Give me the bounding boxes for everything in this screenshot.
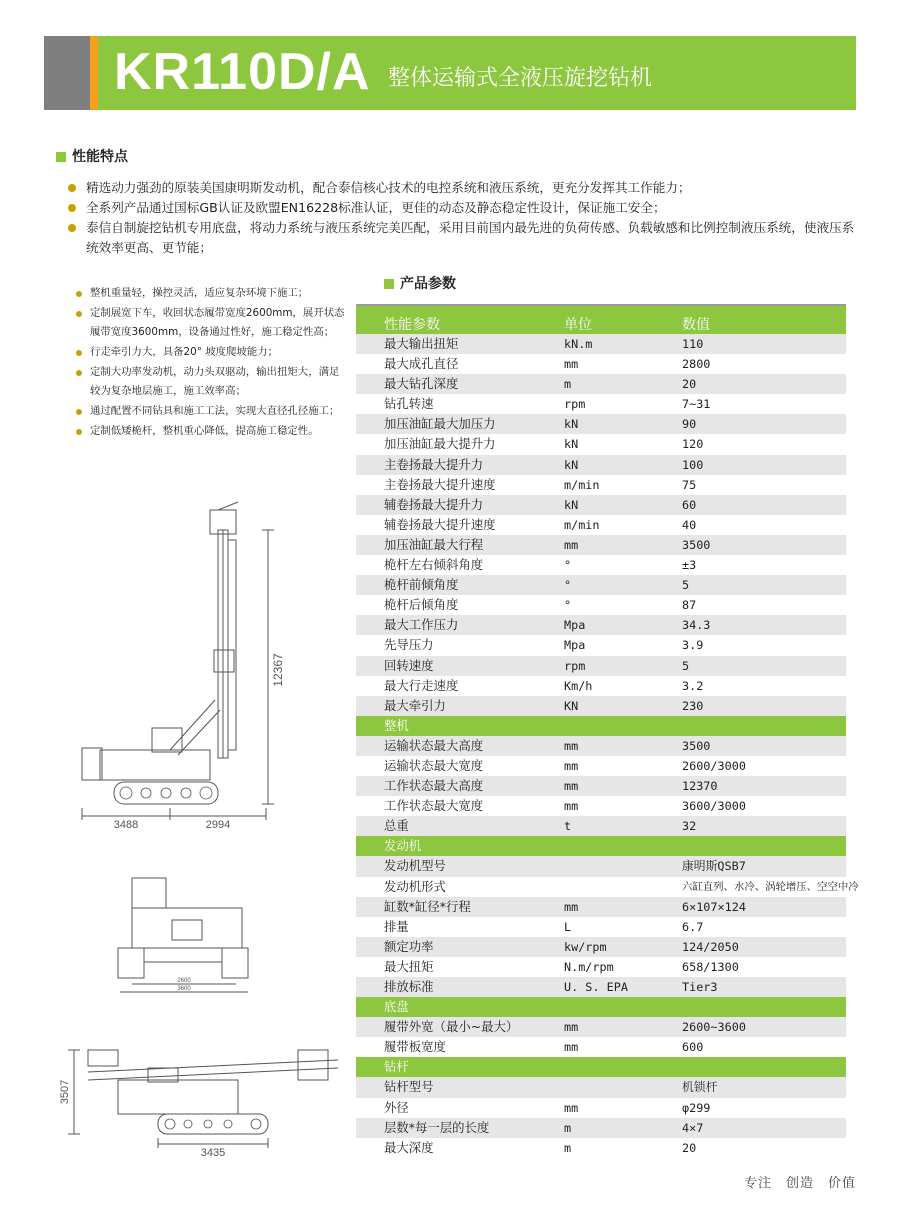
section-header bbox=[356, 836, 846, 856]
table-row bbox=[356, 957, 846, 977]
param-name: 桅杆后倾角度 bbox=[384, 597, 459, 613]
param-unit: m bbox=[564, 1120, 572, 1135]
table-row bbox=[356, 656, 846, 676]
table-row bbox=[356, 1077, 846, 1097]
param-value: 3.2 bbox=[682, 678, 704, 693]
param-name: 钻孔转速 bbox=[384, 396, 434, 412]
transport-height-label: 3507 bbox=[59, 1079, 71, 1105]
param-unit: kN.m bbox=[564, 337, 593, 351]
title-banner bbox=[44, 36, 856, 110]
table-row bbox=[356, 1118, 846, 1138]
table-row bbox=[356, 595, 846, 615]
table-row bbox=[356, 414, 846, 434]
table-row bbox=[356, 615, 846, 635]
param-value: φ299 bbox=[682, 1100, 711, 1115]
param-unit: kN bbox=[564, 417, 579, 432]
param-name: 最大输出扭矩 bbox=[384, 336, 459, 351]
param-unit: t bbox=[564, 819, 572, 834]
param-name: 加压油缸最大提升力 bbox=[384, 436, 496, 452]
banner-gray-block bbox=[44, 36, 90, 110]
param-value: 100 bbox=[682, 457, 704, 472]
param-name: 运输状态最大宽度 bbox=[384, 757, 484, 773]
param-name: 排放标准 bbox=[384, 979, 434, 994]
table-row bbox=[356, 696, 846, 716]
table-row bbox=[356, 937, 846, 957]
param-name: 最大行走速度 bbox=[384, 677, 459, 693]
param-value: 机锁杆 bbox=[682, 1080, 718, 1095]
feature-left-item: 定制大功率发动机，动力头双驱动，输出扭矩大，满足较为复杂地层施工，施工效率高； bbox=[76, 363, 348, 401]
param-unit: U. S. EPA bbox=[564, 980, 628, 994]
param-unit: L bbox=[564, 919, 572, 934]
features-heading: 性能特点 bbox=[56, 146, 128, 166]
param-name: 排量 bbox=[384, 918, 409, 934]
param-name: 最大扭矩 bbox=[384, 958, 434, 974]
transport-view-drawing bbox=[58, 1040, 358, 1160]
param-name: 最大工作压力 bbox=[384, 617, 459, 633]
param-name: 最大深度 bbox=[384, 1139, 434, 1155]
model-subtitle: 整体运输式全液压旋挖钻机 bbox=[388, 66, 653, 91]
param-unit: KN bbox=[564, 698, 579, 713]
param-name: 工作状态最大宽度 bbox=[384, 798, 484, 814]
table-row bbox=[356, 917, 846, 937]
param-unit: mm bbox=[564, 899, 579, 914]
param-unit: m bbox=[564, 377, 572, 392]
table-row bbox=[356, 977, 846, 997]
param-name: 最大钻孔深度 bbox=[384, 376, 459, 392]
param-name: 辅卷扬最大提升力 bbox=[384, 496, 484, 512]
banner-orange-strip bbox=[90, 36, 98, 110]
table-row bbox=[356, 515, 846, 535]
feature-left-item: 定制展宽下车，收回状态履带宽度2600mm，展开状态履带宽度3600mm，设备通过性好，施工稳定性高； bbox=[76, 304, 348, 342]
table-row bbox=[356, 434, 846, 454]
section-title: 底盘 bbox=[384, 999, 409, 1015]
feature-left-item: 通过配置不同钻具和施工工法，实现大直径孔径施工； bbox=[76, 402, 348, 421]
param-value: 六缸直列、水冷、涡轮增压、空空中冷 bbox=[682, 880, 859, 893]
param-value: ±3 bbox=[682, 558, 697, 573]
bullet-dot-icon bbox=[76, 350, 82, 356]
bullet-dot-icon bbox=[76, 311, 82, 317]
param-name: 桅杆左右倾斜角度 bbox=[384, 557, 484, 573]
section-title: 发动机 bbox=[384, 838, 422, 854]
footer-slogan: 专注 创造 价值 bbox=[743, 1176, 856, 1191]
param-unit: mm bbox=[564, 779, 579, 794]
param-value: 40 bbox=[682, 517, 697, 532]
param-name: 运输状态最大高度 bbox=[384, 737, 484, 753]
param-name: 先导压力 bbox=[384, 637, 434, 653]
params-heading: 产品参数 bbox=[384, 273, 456, 293]
dim-right-label: 2994 bbox=[205, 819, 231, 830]
header-value: 数值 bbox=[682, 317, 710, 333]
table-row bbox=[356, 1037, 846, 1057]
section-header bbox=[356, 716, 846, 736]
param-unit: Mpa bbox=[564, 618, 586, 633]
param-name: 履带板宽度 bbox=[384, 1039, 446, 1055]
param-unit: N.m/rpm bbox=[564, 959, 614, 974]
param-value: 110 bbox=[682, 337, 704, 351]
bullet-dot-icon bbox=[76, 429, 82, 435]
table-row bbox=[356, 374, 846, 394]
param-value: 康明斯QSB7 bbox=[682, 859, 746, 874]
param-name: 桅杆前倾角度 bbox=[384, 577, 459, 593]
param-name: 发动机型号 bbox=[384, 858, 446, 874]
param-value: 600 bbox=[682, 1040, 704, 1055]
param-unit: mm bbox=[564, 1100, 579, 1115]
table-row bbox=[356, 1098, 846, 1118]
param-value: 90 bbox=[682, 417, 697, 432]
table-row bbox=[356, 816, 846, 836]
feature-item: 全系列产品通过国标GB认证及欧盟EN16228标准认证，更佳的动态及静态稳定性设计，保证施工安全； bbox=[68, 198, 858, 218]
param-value: 7~31 bbox=[682, 397, 711, 412]
param-name: 最大成孔直径 bbox=[384, 356, 459, 372]
table-row bbox=[356, 776, 846, 796]
section-title: 钻杆 bbox=[384, 1059, 409, 1075]
param-value: 12370 bbox=[682, 779, 718, 794]
param-unit: mm bbox=[564, 1020, 579, 1035]
section-title: 整机 bbox=[384, 717, 409, 733]
bullet-dot-icon bbox=[68, 224, 76, 232]
table-row bbox=[356, 736, 846, 756]
table-row bbox=[356, 897, 846, 917]
table-row bbox=[356, 877, 859, 897]
param-name: 额定功率 bbox=[384, 938, 434, 954]
header-param: 性能参数 bbox=[384, 317, 440, 333]
table-row bbox=[356, 334, 846, 354]
front-dim-outer: 3600 bbox=[177, 986, 191, 992]
bullet-dot-icon bbox=[76, 409, 82, 415]
feature-left-item: 行走牵引力大，具备20° 坡度爬坡能力； bbox=[76, 343, 348, 362]
param-value: 34.3 bbox=[682, 618, 711, 633]
table-row bbox=[356, 354, 846, 374]
param-name: 加压油缸最大加压力 bbox=[384, 416, 496, 432]
table-row bbox=[356, 1017, 846, 1037]
param-unit: Km/h bbox=[564, 678, 593, 693]
param-name: 总重 bbox=[384, 818, 409, 834]
param-name: 加压油缸最大行程 bbox=[384, 536, 484, 552]
features-list bbox=[68, 178, 858, 258]
param-unit: ° bbox=[564, 558, 572, 573]
param-name: 回转速度 bbox=[384, 657, 434, 673]
front-view-drawing bbox=[112, 870, 262, 1000]
section-header bbox=[356, 1057, 846, 1077]
param-value: 32 bbox=[682, 819, 697, 834]
table-row bbox=[356, 555, 846, 575]
table-row bbox=[356, 676, 846, 696]
table-row bbox=[356, 796, 846, 816]
param-unit: mm bbox=[564, 357, 579, 372]
param-value: 20 bbox=[682, 377, 697, 392]
section-header bbox=[356, 997, 846, 1017]
param-value: 2600/3000 bbox=[682, 758, 746, 773]
param-unit: rpm bbox=[564, 658, 586, 673]
param-value: 120 bbox=[682, 437, 704, 452]
param-value: 87 bbox=[682, 598, 697, 613]
params-table bbox=[356, 306, 859, 1158]
dim-height-label: 12367 bbox=[271, 653, 285, 687]
bullet-dot-icon bbox=[76, 370, 82, 376]
param-name: 最大牵引力 bbox=[384, 697, 446, 713]
table-row bbox=[356, 575, 846, 595]
param-value: Tier3 bbox=[682, 980, 718, 994]
param-name: 主卷扬最大提升速度 bbox=[384, 476, 496, 492]
param-unit: ° bbox=[564, 598, 572, 613]
table-row bbox=[356, 475, 846, 495]
feature-item: 泰信自制旋挖钻机专用底盘，将动力系统与液压系统完美匹配，采用目前国内最先进的负荷传感、负载敏感和比例控制液压系统，使液压系统效率更高、更节能； bbox=[68, 218, 858, 258]
param-unit: mm bbox=[564, 537, 579, 552]
param-value: 230 bbox=[682, 698, 704, 713]
param-name: 主卷扬最大提升力 bbox=[384, 456, 484, 472]
param-value: 6.7 bbox=[682, 919, 704, 934]
param-value: 4×7 bbox=[682, 1120, 704, 1135]
square-bullet-icon bbox=[56, 152, 66, 162]
param-unit: mm bbox=[564, 799, 579, 814]
param-unit: m/min bbox=[564, 477, 600, 492]
param-value: 2800 bbox=[682, 357, 711, 372]
table-header-row bbox=[356, 306, 846, 334]
param-value: 658/1300 bbox=[682, 959, 739, 974]
param-value: 124/2050 bbox=[682, 939, 739, 954]
param-name: 工作状态最大高度 bbox=[384, 778, 484, 794]
table-row bbox=[356, 495, 846, 515]
front-dim-inner: 2600 bbox=[177, 978, 191, 984]
param-value: 3500 bbox=[682, 738, 711, 753]
table-row bbox=[356, 535, 846, 555]
param-value: 3500 bbox=[682, 537, 711, 552]
param-name: 缸数*缸径*行程 bbox=[384, 898, 471, 914]
param-name: 辅卷扬最大提升速度 bbox=[384, 516, 496, 532]
square-bullet-icon bbox=[384, 279, 394, 289]
param-value: 20 bbox=[682, 1140, 697, 1155]
dim-left-label: 3488 bbox=[113, 819, 139, 830]
param-unit: mm bbox=[564, 1040, 579, 1055]
param-value: 2600~3600 bbox=[682, 1020, 746, 1035]
table-row bbox=[356, 394, 846, 414]
param-name: 层数*每一层的长度 bbox=[384, 1119, 490, 1135]
param-unit: m/min bbox=[564, 517, 600, 532]
bullet-dot-icon bbox=[68, 184, 76, 192]
param-unit: Mpa bbox=[564, 638, 586, 653]
param-name: 发动机形式 bbox=[384, 878, 446, 894]
param-unit: rpm bbox=[564, 397, 586, 412]
feature-left-item: 定制低矮桅杆，整机重心降低，提高施工稳定性。 bbox=[76, 422, 348, 441]
table-row bbox=[356, 856, 846, 876]
param-unit: mm bbox=[564, 738, 579, 753]
param-name: 履带外宽（最小~最大） bbox=[384, 1019, 519, 1035]
bullet-dot-icon bbox=[68, 204, 76, 212]
features-left-list bbox=[76, 284, 348, 442]
table-row bbox=[356, 756, 846, 776]
param-unit: mm bbox=[564, 758, 579, 773]
table-row bbox=[356, 455, 846, 475]
param-value: 5 bbox=[682, 578, 690, 593]
param-value: 3600/3000 bbox=[682, 799, 746, 814]
param-unit: ° bbox=[564, 578, 572, 593]
param-unit: kw/rpm bbox=[564, 939, 607, 954]
table-row bbox=[356, 1138, 846, 1158]
feature-left-item: 整机重量轻，操控灵活，适应复杂环境下施工； bbox=[76, 284, 348, 303]
param-unit: kN bbox=[564, 457, 579, 472]
table-row bbox=[356, 635, 846, 655]
model-name: KR110D/A bbox=[114, 43, 371, 101]
side-view-drawing bbox=[70, 500, 360, 830]
param-unit: kN bbox=[564, 437, 579, 452]
bullet-dot-icon bbox=[76, 291, 82, 297]
param-value: 75 bbox=[682, 477, 697, 492]
transport-length-label: 3435 bbox=[200, 1147, 226, 1159]
param-name: 外径 bbox=[384, 1099, 409, 1115]
feature-item: 精选动力强劲的原装美国康明斯发动机，配合泰信核心技术的电控系统和液压系统，更充分发挥其工作能力； bbox=[68, 178, 858, 198]
param-value: 5 bbox=[682, 658, 690, 673]
param-unit: m bbox=[564, 1140, 572, 1155]
param-name: 钻杆型号 bbox=[384, 1079, 434, 1095]
param-value: 60 bbox=[682, 497, 697, 512]
param-value: 3.9 bbox=[682, 638, 704, 653]
header-unit: 单位 bbox=[564, 317, 592, 333]
param-unit: kN bbox=[564, 497, 579, 512]
param-value: 6×107×124 bbox=[682, 899, 746, 914]
